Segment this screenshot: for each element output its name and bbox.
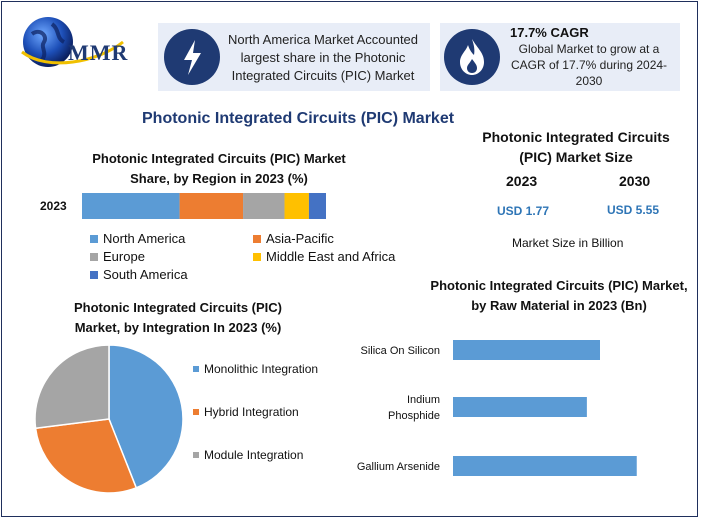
pie-slice-module-integration — [35, 345, 109, 428]
pie-legend-monolithic: Monolithic Integration — [193, 362, 318, 376]
legend-swatch — [253, 253, 261, 261]
region-bar-category-label: 2023 — [40, 199, 67, 213]
legend-swatch — [193, 409, 199, 415]
market-size-unit-label: Market Size in Billion — [512, 236, 624, 250]
raw-material-bar-indium-phosphide — [453, 397, 587, 417]
legend-item-south-america: South America — [90, 267, 188, 282]
header-box-north-america — [158, 23, 430, 91]
raw-material-category-label: Silica On Silicon — [360, 345, 440, 357]
north-america-note: North America Market Accounted largest share in the Photonic Integrated Circuits (PIC) Market — [227, 32, 419, 83]
market-size-value-2030: USD 5.55 — [607, 203, 660, 217]
header-box-cagr — [440, 23, 680, 91]
cagr-title: 17.7% CAGR — [510, 25, 589, 40]
legend-swatch — [90, 271, 98, 279]
raw-material-chart-title: Photonic Integrated Circuits (PIC) Market, by Raw Material in 2023 (Bn) — [430, 278, 688, 313]
raw-material-category-label: Indium Phosphide — [388, 394, 440, 422]
raw-material-bar-chart — [340, 332, 680, 492]
market-size-value-2023: USD 1.77 — [497, 204, 550, 218]
logo — [18, 12, 148, 74]
market-size-year-2030: 2030 — [619, 173, 651, 189]
pie-legend-hybrid: Hybrid Integration — [193, 405, 299, 419]
integration-chart-title: Photonic Integrated Circuits (PIC) Market, by Integration In 2023 (%) — [73, 300, 282, 335]
region-stacked-bar-chart — [82, 193, 332, 219]
region-bar-segment-south-america — [309, 193, 326, 219]
flame-icon — [444, 29, 500, 85]
cagr-note: Global Market to grow at a CAGR of 17.7% during 2024-2030 — [510, 42, 668, 88]
integration-pie-chart — [33, 343, 185, 495]
region-chart-title: Photonic Integrated Circuits (PIC) Market Share, by Region in 2023 (%) — [92, 151, 346, 186]
legend-swatch — [90, 253, 98, 261]
market-size-year-2023: 2023 — [506, 173, 538, 189]
legend-item-asia-pacific: Asia-Pacific — [253, 231, 334, 246]
main-title: Photonic Integrated Circuits (PIC) Market — [142, 110, 455, 127]
legend-item-europe: Europe — [90, 249, 145, 264]
raw-material-bar-silica-on-silicon — [453, 340, 600, 360]
raw-material-bar-gallium-arsenide — [453, 456, 637, 476]
market-size-title: Photonic Integrated Circuits (PIC) Market Size — [482, 129, 670, 165]
legend-swatch — [193, 366, 199, 372]
region-bar-segment-europe — [243, 193, 284, 219]
legend-item-mea: Middle East and Africa — [253, 249, 395, 264]
raw-material-category-label: Gallium Arsenide — [356, 461, 440, 473]
legend-item-north-america: North America — [90, 231, 185, 246]
logo-text: MMR — [68, 40, 129, 65]
region-bar-segment-middle-east-and-africa — [285, 193, 309, 219]
pie-legend-module: Module Integration — [193, 448, 303, 462]
legend-swatch — [253, 235, 261, 243]
region-bar-segment-north-america — [82, 193, 180, 219]
legend-swatch — [90, 235, 98, 243]
legend-swatch — [193, 452, 199, 458]
lightning-icon — [164, 29, 220, 85]
region-bar-segment-asia-pacific — [180, 193, 243, 219]
